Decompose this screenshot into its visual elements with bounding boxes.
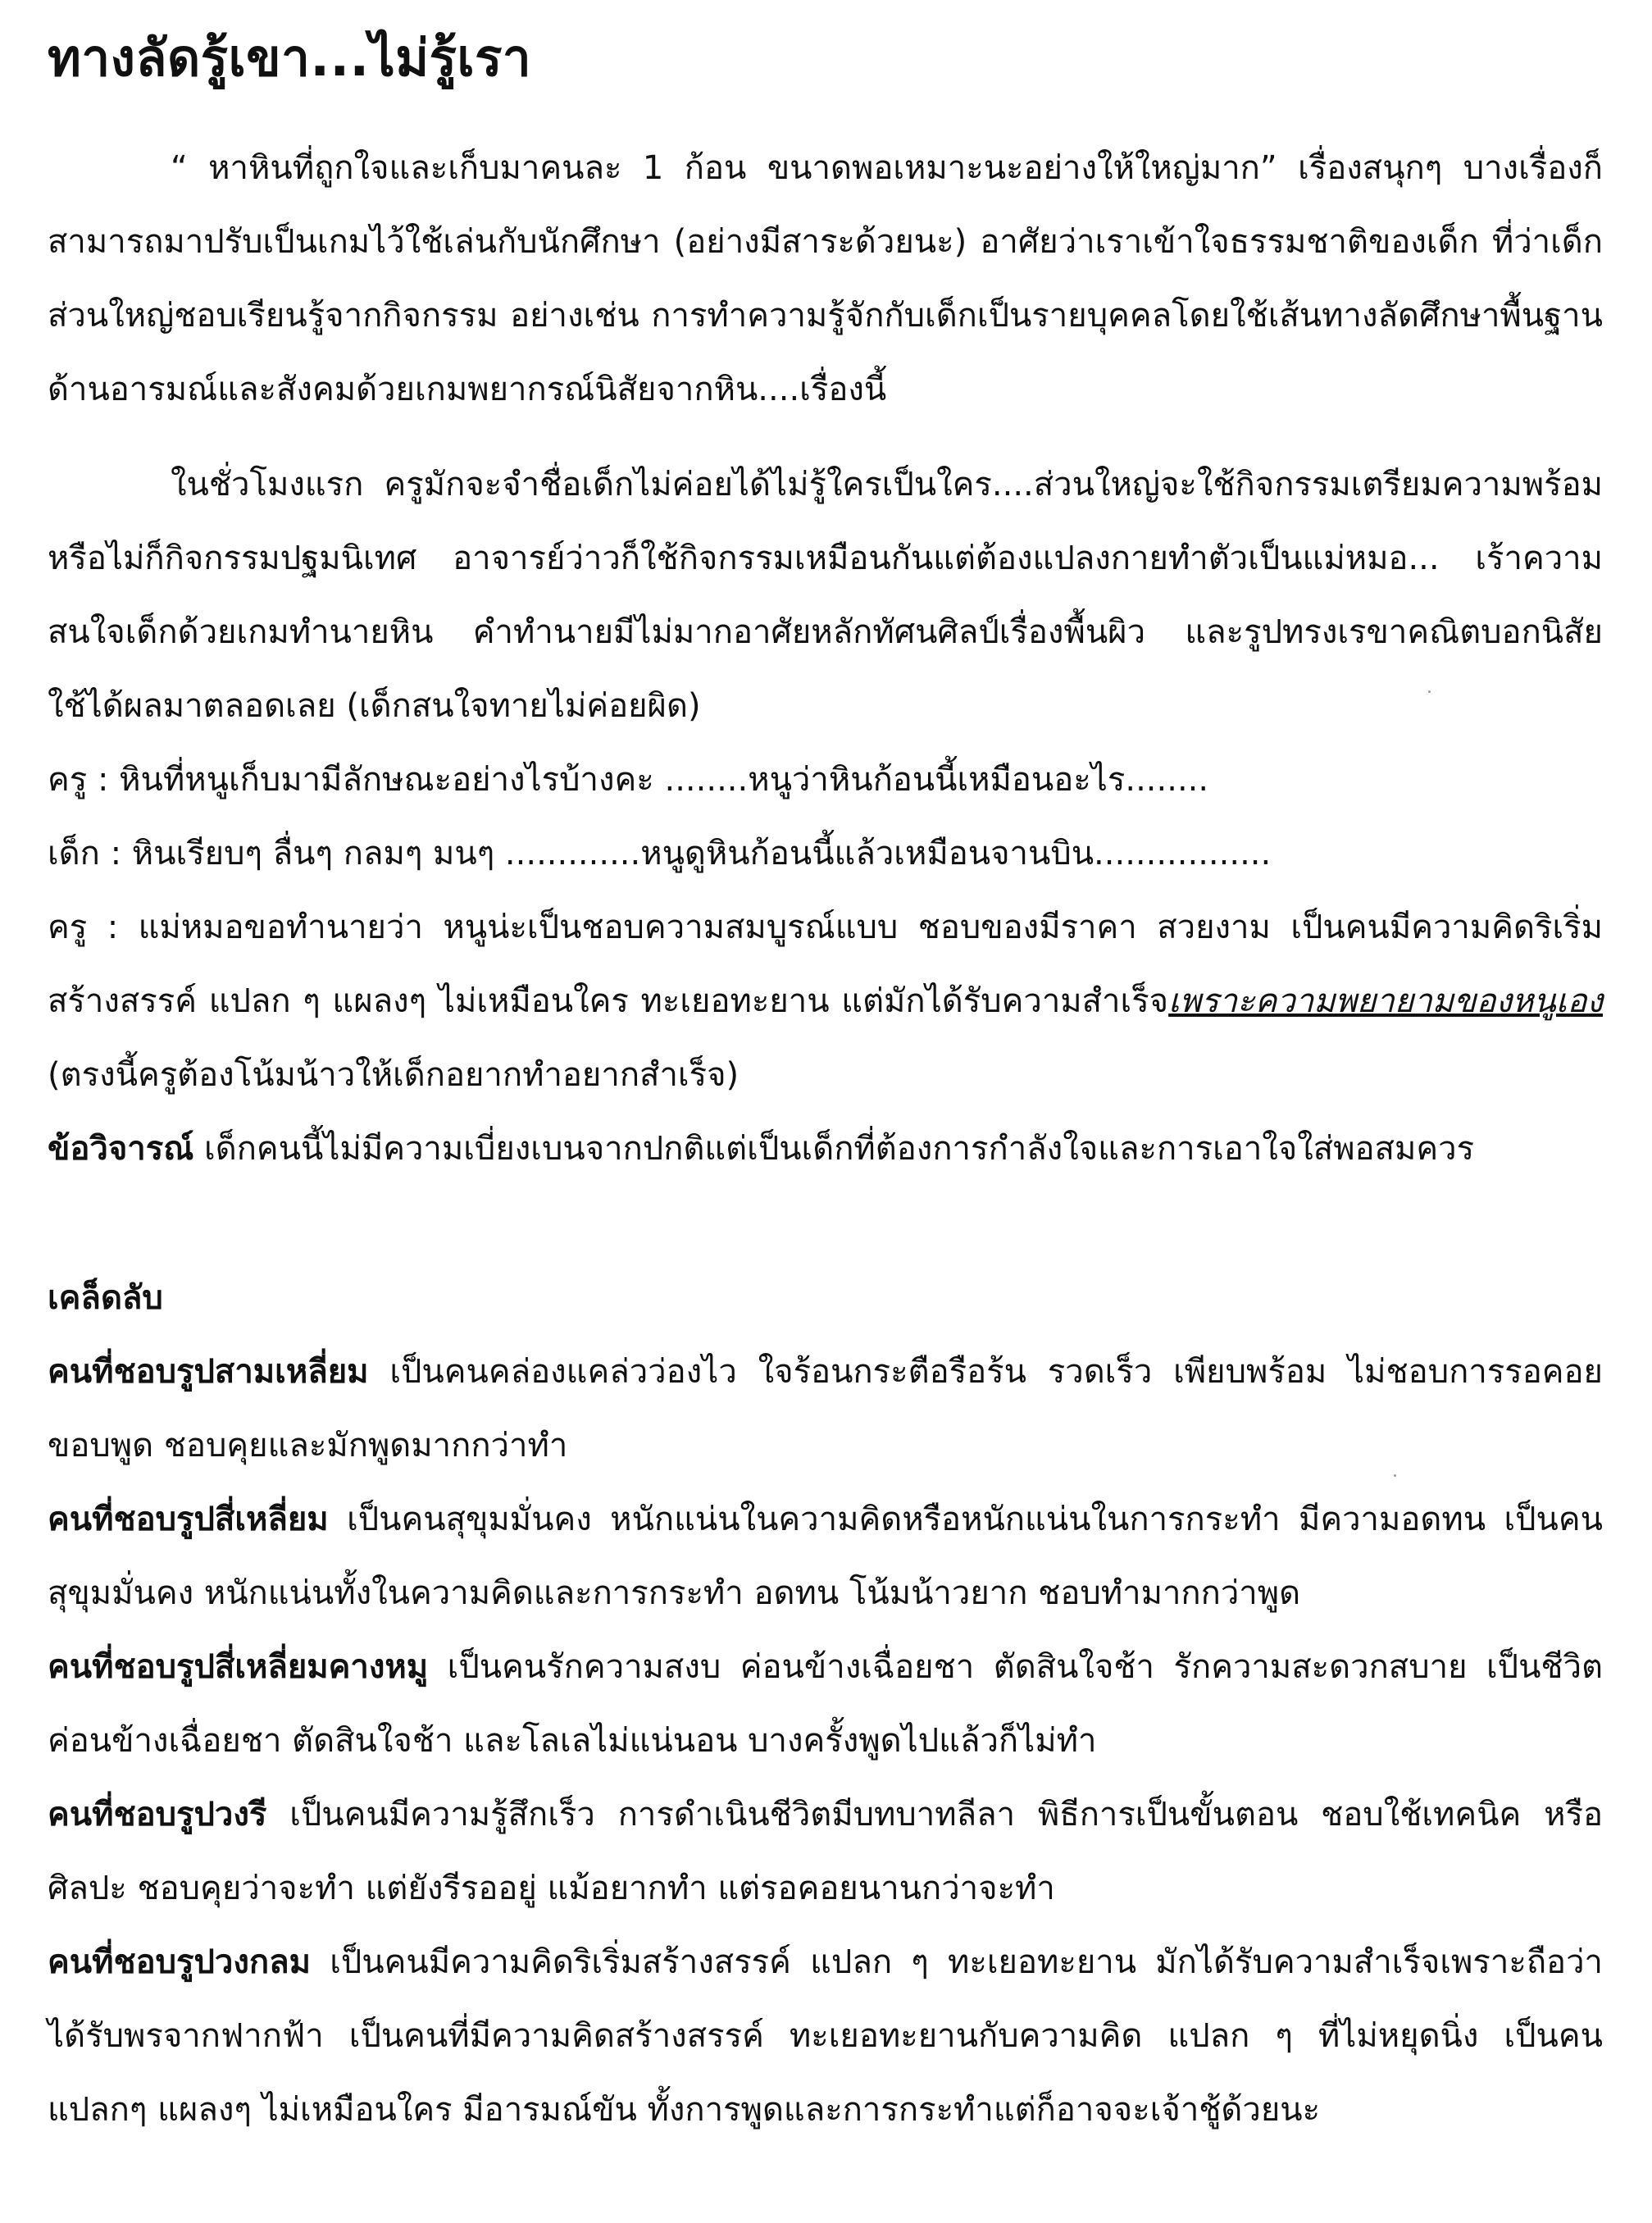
- comment-line: [48, 1112, 1603, 1186]
- tip-text: เป็นคนมีความคิดริเริ่มสร้างสรรค์ แปลก ๆ ทะเยอทะยาน มักได้รับความสำเร็จเพราะถือว่า ได้รับพรจากฟากฟ้า เป็นคนที่มีความคิดสร้างสรรค์ ทะเยอทะยานกับความคิด แปลก ๆ ที่ไม่หยุดนิ่ง เป็นคนแปลกๆ แผลงๆ ไม่เหมือนใคร มีอารมณ์ขัน ทั้งการพูดและการกระทำแต่ก็อาจจะเจ้าชู้ด้วยนะ: [48, 1943, 1603, 2130]
- tip-square: [48, 1483, 1603, 1630]
- tip-text: เป็นคนมีความรู้สึกเร็ว การดำเนินชีวิตมีบทบาทลีลา พิธีการเป็นขั้นตอน ชอบใช้เทคนิค หรือศิลปะ ชอบคุยว่าจะทำ แต่ยังรีรออยู่ แม้อยากทำ แต่รอคอยนานกว่าจะทำ: [48, 1796, 1603, 1908]
- tip-text: เป็นคนคล่องแคล่วว่องไว ใจร้อนกระตือรือร้น รวดเร็ว เพียบพร้อม ไม่ชอบการรอคอย ขอบพูด ชอบคุยและมักพูดมากกว่าทำ: [48, 1353, 1603, 1465]
- tip-label: คนที่ชอบรูปสี่เหลี่ยมคางหมู: [48, 1648, 429, 1687]
- scan-speck: [1428, 690, 1431, 693]
- prediction-note: (ตรงนี้ครูต้องโน้มน้าวให้เด็กอยากทำอยากสำเร็จ): [48, 1056, 740, 1095]
- scan-speck: [1394, 1474, 1396, 1477]
- tip-label: คนที่ชอบรูปสี่เหลี่ยม: [48, 1501, 329, 1539]
- prediction-text: ครู : แม่หมอขอทำนายว่า หนูน่ะเป็นชอบความสมบูรณ์แบบ ชอบของมีราคา สวยงาม เป็นคนมีความคิดริเริ่มสร้างสรรค์ แปลก ๆ แผลงๆ ไม่เหมือนใคร ทะเยอทะยาน แต่มักได้รับความสำเร็จ: [48, 909, 1603, 1021]
- comment-label: ข้อวิจารณ์: [48, 1130, 194, 1168]
- dialog-teacher-question: ครู : หินที่หนูเก็บมามีลักษณะอย่างไรบ้างคะ ........หนูว่าหินก้อนนี้เหมือนอะไร........: [48, 761, 1209, 799]
- tip-text: เป็นคนรักความสงบ ค่อนข้างเฉื่อยชา ตัดสินใจช้า รักความสะดวกสบาย เป็นชีวิต ค่อนข้างเฉื่อยชา ตัดสินใจช้า และโลเลไม่แน่นอน บางครั้งพูดไปแล้วก็ไม่ทำ: [48, 1648, 1603, 1761]
- tip-ellipse: [48, 1778, 1603, 1925]
- dialog-teacher-prediction: [48, 891, 1603, 1112]
- tip-label: คนที่ชอบรูปวงรี: [48, 1796, 267, 1834]
- section-spacer: [48, 1186, 1603, 1261]
- comment-text: เด็กคนนี้ไม่มีความเบี่ยงเบนจากปกติแต่เป็นเด็กที่ต้องการกำลังใจและการเอาใจใส่พอสมควร: [193, 1130, 1475, 1168]
- tip-text: เป็นคนสุขุมมั่นคง หนักแน่นในความคิดหรือหนักแน่นในการกระทำ มีความอดทน เป็นคนสุขุมมั่นคง หนักแน่นทั้งในความคิดและการกระทำ อดทน โน้มน้าวยาก ชอบทำมากกว่าพูด: [48, 1501, 1603, 1613]
- tip-triangle: [48, 1335, 1603, 1483]
- tip-trapezoid: [48, 1630, 1603, 1778]
- activity-paragraph: ในชั่วโมงแรก ครูมักจะจำชื่อเด็กไม่ค่อยได้ไม่รู้ใครเป็นใคร....ส่วนใหญ่จะใช้กิจกรรมเตรียมความพร้อมหรือไม่ก็กิจกรรมปฐมนิเทศ อาจารย์ว่าวก็ใช้กิจกรรมเหมือนกันแต่ต้องแปลงกายทำตัวเป็นแม่หมอ... เร้าความสนใจเด็กด้วยเกมทำนายหิน คำทำนายมีไม่มากอาศัยหลักทัศนศิลป์เรื่องพื้นผิว และรูปทรงเรขาคณิตบอกนิสัย ใช้ได้ผลมาตลอดเลย (เด็กสนใจทายไม่ค่อยผิด): [48, 466, 1603, 726]
- dialog-child-answer: เด็ก : หินเรียบๆ ลื่นๆ กลมๆ มนๆ .............หนูดูหินก้อนนี้แล้วเหมือนจานบิน.................: [48, 835, 1272, 873]
- intro-paragraph: “ หาหินที่ถูกใจและเก็บมาคนละ 1 ก้อน ขนาดพอเหมาะนะอย่างให้ใหญ่มาก” เรื่องสนุกๆ บางเรื่องก็สามารถมาปรับเป็นเกมไว้ใช้เล่นกับนักศึกษา (อย่างมีสาระด้วยนะ) อาศัยว่าเราเข้าใจธรรมชาติของเด็ก ที่ว่าเด็กส่วนใหญ่ชอบเรียนรู้จากกิจกรรม อย่างเช่น การทำความรู้จักกับเด็กเป็นรายบุคคลโดยใช้เส้นทางลัดศึกษาพื้นฐานด้านอารมณ์และสังคมด้วยเกมพยากรณ์นิสัยจากหิน....เรื่องนี้: [48, 149, 1603, 409]
- tips-heading: เคล็ดลับ: [48, 1279, 163, 1318]
- page-title: ทางลัดรู้เขา...ไม่รู้เรา: [48, 28, 532, 88]
- prediction-emphasis: เพราะความพยายามของหนูเอง: [1168, 982, 1603, 1021]
- tip-label: คนที่ชอบรูปสามเหลี่ยม: [48, 1353, 369, 1392]
- tip-label: คนที่ชอบรูปวงกลม: [48, 1943, 311, 1982]
- tip-circle: [48, 1925, 1603, 2147]
